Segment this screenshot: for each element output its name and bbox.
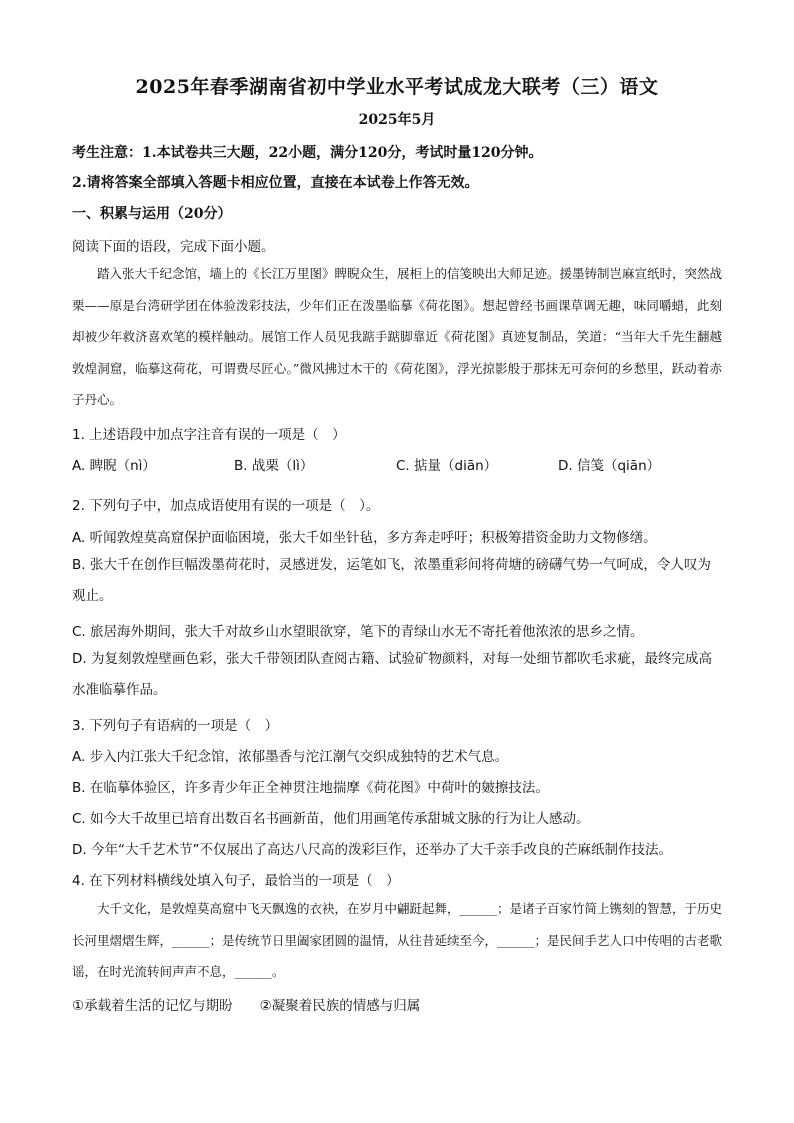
question-3-option-d: D. 今年“大千艺术节”不仅展出了高达八尺高的泼彩巨作，还举办了大千亲手改良的芒麻纸制作技法。 bbox=[72, 842, 672, 858]
section-heading: 一、积累与运用（20分） bbox=[72, 206, 232, 222]
question-3-option-a: A. 步入内江张大千纪念馆，浓郁墨香与沱江潮气交织成独特的艺术气息。 bbox=[72, 749, 509, 765]
question-2-option-b: B. 张大千在创作巨幅泼墨荷花时，灵感迸发，运笔如飞，浓墨重彩间将荷塘的磅礴气势一气呵成，令人叹为观止。 bbox=[72, 557, 711, 604]
exam-date: 2025年5月 bbox=[358, 112, 436, 128]
question-2-option-c: C. 旅居海外期间，张大千对故乡山水望眼欲穿，笔下的青绿山水无不寄托着他浓浓的思乡之情。 bbox=[72, 624, 644, 640]
notice-line-2: 2.请将答案全部填入答题卡相应位置，直接在本试卷上作答无效。 bbox=[72, 175, 479, 191]
question-2-option-d: D. 为复刻敦煌壁画色彩，张大千带领团队查阅古籍、试验矿物颜料，对每一处细节都吹毛求疵，最终完成高水准临摹作品。 bbox=[72, 651, 712, 698]
question-3-option-c: C. 如今大千故里已培育出数百名书画新苗，他们用画笔传承甜城文脉的行为让人感动。 bbox=[72, 811, 590, 827]
question-1-option-d: D. 信笺（qiān） bbox=[558, 458, 661, 474]
exam-title: 2025年春季湖南省初中学业水平考试成龙大联考（三）语文 bbox=[135, 76, 659, 98]
question-3-stem: 3. 下列句子有语病的一项是（ ） bbox=[72, 718, 279, 734]
question-4-stem: 4. 在下列材料横线处填入句子，最恰当的一项是（ ） bbox=[72, 873, 400, 889]
question-2-option-a: A. 听闻敦煌莫高窟保护面临困境，张大千如坐针毡，多方奔走呼吁；积极筹措资金助力文物修缮。 bbox=[72, 530, 657, 546]
question-4-options: ①承载着生活的记忆与期盼 ②凝聚着民族的情感与归属 bbox=[72, 998, 421, 1014]
reading-instruction: 阅读下面的语段，完成下面小题。 bbox=[72, 239, 275, 255]
question-3-option-b: B. 在临摹体验区，许多青少年正全神贯注地揣摩《荷花图》中荷叶的皴擦技法。 bbox=[72, 780, 549, 796]
reading-passage: 踏入张大千纪念馆，墙上的《长江万里图》睥睨众生，展柜上的信笺映出大师足迹。援墨铸制岂麻宣纸时，突然战栗——原是台湾研学团在体验泼彩技法，少年们正在泼墨临摹《荷花图》。想起曾经书画课草调无趣，味同嚼蜡，此刻却被少年救济喜欢笔的模样触动。展馆工作人员见我踮手踮脚靠近《荷花图》真迹复制品，笑道：“当年大千先生翻越敦煌洞窟，临摹这荷花，可谓费尽匠心。”微风拂过木干的《荷花图》，浮光掠影般于那抹无可奈何的乡愁里，跃动着赤子丹心。 bbox=[72, 266, 723, 407]
question-2-stem: 2. 下列句子中，加点成语使用有误的一项是（ ）。 bbox=[72, 498, 380, 514]
question-1-option-b: B. 战栗（lì） bbox=[234, 458, 314, 474]
question-1-option-a: A. 睥睨（nì） bbox=[72, 458, 156, 474]
question-1-stem: 1. 上述语段中加点字注音有误的一项是（ ） bbox=[72, 427, 346, 443]
question-1-option-c: C. 掂量（diān） bbox=[396, 458, 498, 474]
notice-line-1: 考生注意：1.本试卷共三大题，22小题，满分120分，考试时量120分钟。 bbox=[72, 145, 543, 161]
question-4-passage: 大千文化，是敦煌莫高窟中飞天飘逸的衣袂，在岁月中翩跹起舞，______；是诸子百家竹简上镌刻的智慧，于历史长河里熠熠生辉，______；是传统节日里阖家团圆的温情，从往昔延续至今，______；是民间手艺人口中传唱的古老歌谣，在时光流转间声声不息，______。 bbox=[72, 901, 723, 979]
